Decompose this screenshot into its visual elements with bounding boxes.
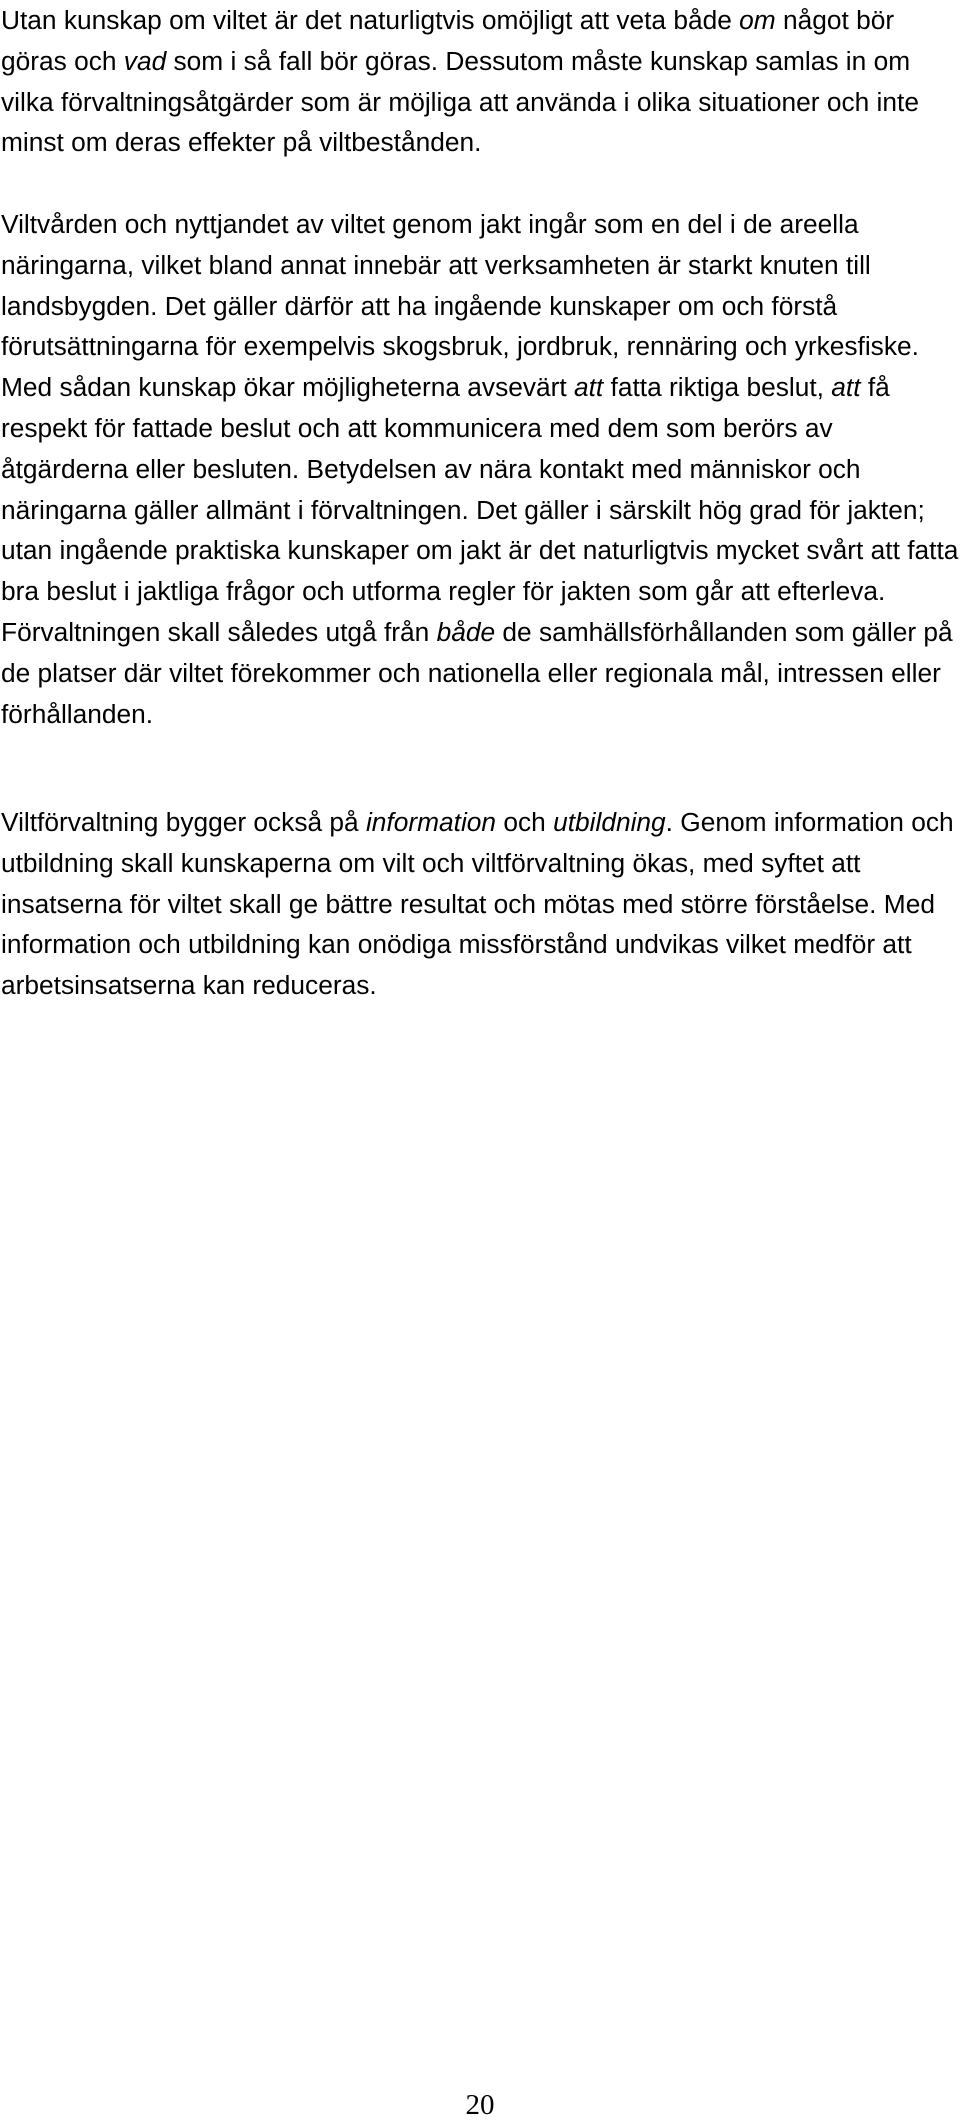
emphasis-text: att: [831, 372, 861, 403]
text-run: de samhällsförhållanden som gäller på de platser där viltet förekommer och nationella eller regionala mål, intressen eller förhållanden.: [1, 616, 953, 729]
text-run: Viltförvaltning bygger också på: [1, 807, 366, 837]
page-number: 20: [465, 2089, 495, 2121]
text-run: fatta riktiga beslut,: [603, 372, 832, 403]
paragraph: [1, 802, 959, 1006]
emphasis-text: både: [436, 616, 496, 647]
text-run: som i så fall bör göras. Dessutom måste kunskap samlas in om vilka förvaltningsåtgärder som är möjliga att använda i olika situationer och inte minst om deras effekter på viltbestånden.: [1, 45, 919, 158]
emphasis-text: om: [739, 5, 776, 35]
text-run: och: [496, 807, 554, 837]
text-run: Utan kunskap om viltet är det naturligtvis omöjligt att veta både: [1, 5, 740, 35]
text-run: något bör göras och: [1, 5, 895, 76]
emphasis-text: att: [574, 372, 604, 403]
emphasis-text: utbildning: [553, 807, 666, 837]
text-run: Viltvården och nyttjandet av viltet genom jakt ingår som en del i de areella näringarna, vilket bland annat innebär att verksamheten är starkt knuten till landsbygden. Det gäller därför att ha ingående kunskaper om och förstå förutsättningarna för exempelvis skogsbruk, jordbruk, rennäring och yrkesfiske. Med sådan kunskap ökar möjligheterna avsevärt: [1, 209, 919, 403]
emphasis-text: information: [365, 807, 497, 837]
emphasis-text: vad: [123, 45, 167, 76]
paragraph: [1, 204, 959, 734]
text-run: få respekt för fattade beslut och att kommunicera med dem som berörs av åtgärderna eller besluten. Betydelsen av nära kontakt med människor och näringarna gäller allmänt i förvaltningen. Det gäller i särskilt hög grad för jakten; utan ingående praktiska kunskaper om jakt är det naturligtvis mycket svårt att fatta bra beslut i jaktliga frågor och utforma regler för jakten som går att efterleva. Förvaltningen skall således utgå från: [1, 372, 959, 647]
text-run: . Genom information och utbildning skall kunskaperna om vilt och viltförvaltning ökas, med syftet att insatserna för viltet skall ge bättre resultat och mötas med större förståelse. Med information och utbildning kan onödiga missförstånd undvikas vilket medför att arbetsinsatserna kan reduceras.: [1, 807, 954, 1001]
paragraph: [1, 0, 959, 163]
